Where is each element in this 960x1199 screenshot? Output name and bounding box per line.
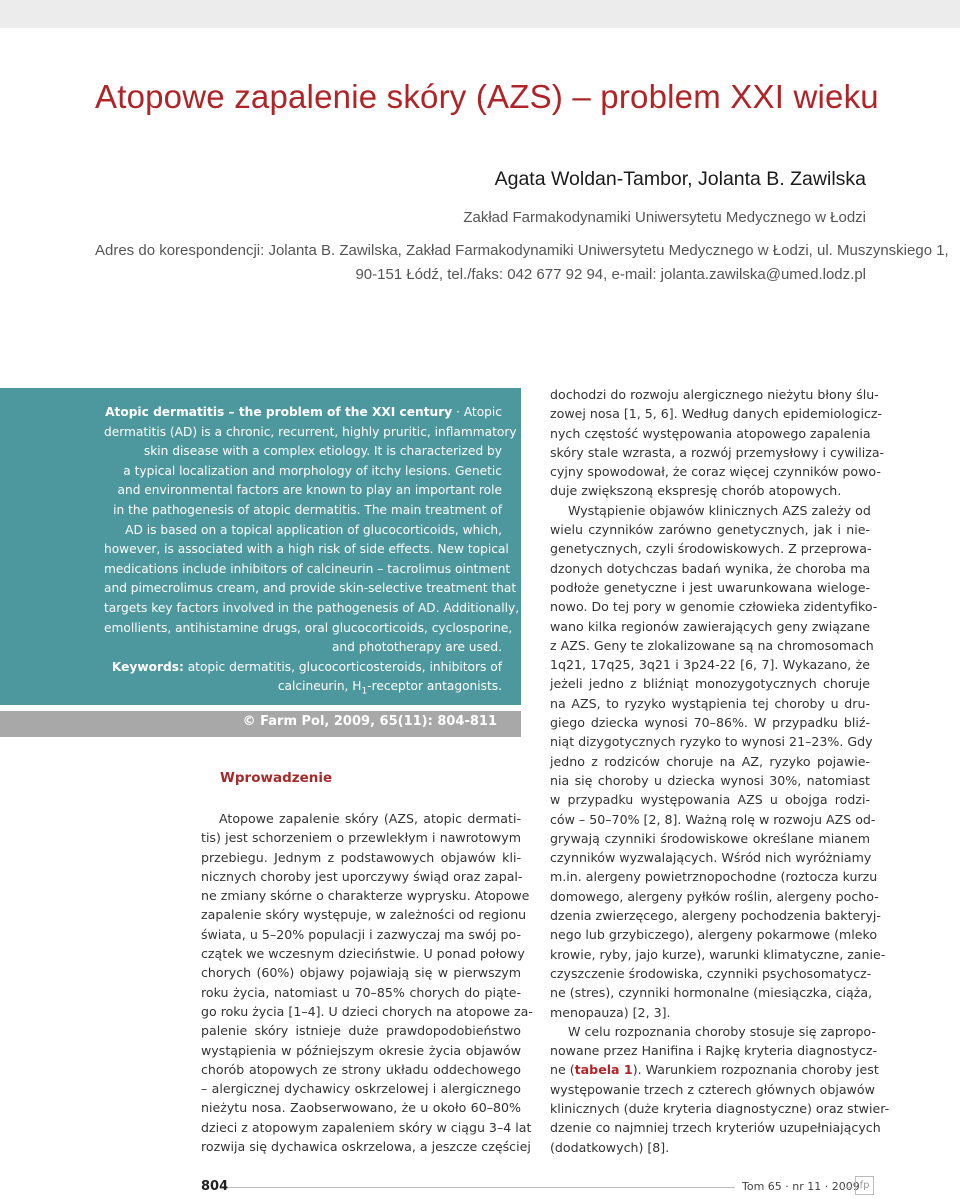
journal-info: Tom 65 · nr 11 · 2009 [742, 1180, 860, 1193]
body-line: zapalenie skóry występuje, w zależności od regionu [201, 907, 527, 923]
affiliation: Zakład Farmakodynamiki Uniwersytetu Medycznego w Łodzi [463, 209, 866, 226]
footer-rule [843, 1187, 853, 1188]
body-line: nowane przez Hanifina i Rajkę kryteria diagnostycz- [550, 1043, 878, 1059]
body-line: dzenia zwierzęcego, alergeny pochodzenia bakteryj- [550, 908, 881, 924]
keywords-text: calcineurin, H [277, 679, 362, 694]
abstract-line: however, is associated with a high risk of side effects. New topical [104, 542, 509, 557]
body-line: wystąpienia w późniejszym okresie życia objawów [201, 1042, 521, 1058]
correspondence [95, 239, 949, 287]
abstract-line: and environmental factors are known to play an important role [117, 483, 502, 498]
left-column [201, 809, 533, 1156]
body-line: W celu rozpoznania choroby stosuje się zapropo- [568, 1023, 876, 1039]
abstract-line: in the pathogenesis of atopic dermatitis. The main treatment of [113, 502, 502, 517]
body-line: jedno z rodziców choruje na AZ, ryzyko pojawie- [550, 753, 870, 769]
body-line: czynników wyzwalających. Wśród nich wyróżniamy [550, 850, 872, 866]
body-line: jeżeli jedno z bliźniąt monozygotycznych choruje [550, 676, 870, 692]
abstract-line: AD is based on a topical application of glucocorticoids, which, [125, 522, 502, 537]
body-line: w przypadku występowania AZS u obojga rodzi- [550, 792, 870, 808]
body-line: ne zmiany skórne o charakterze wyprysku. Atopowe [201, 888, 530, 904]
body-line: podłoże genetyczne i jest uwarunkowana wieloge- [550, 579, 870, 595]
footer-rule [228, 1187, 735, 1188]
keywords-subscript: 1 [361, 686, 368, 697]
body-line: niąt dizygotycznych ryzyko to wynosi 21–23%. Gdy [550, 734, 873, 750]
body-line: Atopowe zapalenie skóry (AZS, atopic dermati- [219, 811, 521, 826]
body-line: m.in. alergeny powietrznopochodne (roztocza kurzu [550, 869, 878, 885]
journal-logo-icon: fp [855, 1176, 874, 1195]
body-line: na AZS, to ryzyko wystąpienia tej choroby u dru- [550, 695, 870, 711]
table-reference-link[interactable]: tabela 1 [574, 1062, 633, 1078]
body-line: czątek we wczesnym dzieciństwie. U ponad połowy [201, 946, 525, 962]
body-line: z AZS. Geny te zlokalizowane są na chromosomach [550, 637, 874, 653]
abstract-line: and phototherapy are used. [331, 640, 502, 655]
body-line: menopauza) [2, 3]. [550, 1004, 671, 1020]
body-line: nowo. Do tej pory w genomie człowieka zidentyfiko- [550, 599, 878, 615]
abstract-line: a typical localization and morphology of itchy lesions. Genetic [123, 463, 502, 478]
body-line: duje zwiększoną ekspresję chorób atopowych. [550, 483, 842, 499]
body-line: dzonych dotychczas badań wynika, że choroba ma [550, 560, 871, 576]
authors: Agata Woldan-Tambor, Jolanta B. Zawilska [494, 168, 866, 190]
body-line: palenie skóry istnieje duże prawdopodobieństwo [201, 1023, 521, 1039]
right-column [550, 385, 890, 1157]
top-bar [0, 0, 960, 28]
abstract-line: skin disease with a complex etiology. It is characterized by [143, 444, 502, 459]
body-line: grywają czynniki środowiskowe określane mianem [550, 830, 870, 846]
keywords-text: atopic dermatitis, glucocorticosteroids, inhibitors of [183, 659, 502, 674]
page-number: 804 [201, 1179, 229, 1194]
body-line: przebiegu. Jednym z podstawowych objawów kli- [201, 849, 521, 865]
body-line: wielu czynników zarówno genetycznych, jak i nie- [550, 522, 870, 538]
body-line: domowego, alergeny pyłków roślin, alergeny pocho- [550, 888, 879, 904]
body-line: rozwija się dychawica oskrzelowa, a jeszcze częściej [201, 1139, 531, 1155]
body-line: tis) jest schorzeniem o przewlekłym i nawrotowym [201, 830, 521, 846]
body-line: występowanie trzech z czterech głównych objawów [550, 1081, 875, 1097]
article-title: Atopowe zapalenie skóry (AZS) – problem XXI wieku [95, 78, 879, 115]
body-line: klinicznych (duże kryteria diagnostyczne) oraz stwier- [550, 1100, 890, 1116]
body-line: czyszczenie środowiska, czynniki psychosomatycz- [550, 965, 872, 981]
keywords-label: Keywords: [111, 659, 184, 674]
keywords-line-1 [104, 658, 502, 678]
abstract-title-line [104, 403, 502, 423]
body-line: 1q21, 17q25, 3q21 i 3p24-22 [6, 7]. Wykazano, że [550, 657, 870, 673]
body-line: wano kilka regionów zawierających geny związane [550, 618, 870, 634]
body-line: nicznych choroby jest uporczywy świąd oraz zapal- [201, 868, 523, 884]
abstract-text [104, 403, 520, 702]
abstract-line: medications include inhibitors of calcineurin – tacrolimus ointment [104, 561, 511, 576]
keywords-line-2 [104, 677, 502, 702]
body-line: zowej nosa [1, 5, 6]. Według danych epidemiologicz- [550, 406, 883, 422]
citation: © Farm Pol, 2009, 65(11): 804-811 [242, 714, 497, 729]
body-line-with-ref [550, 1060, 879, 1079]
body-line: – alergicznej dychawicy oskrzelowej i alergicznego [201, 1081, 521, 1097]
abstract-title: Atopic dermatitis – the problem of the XXI century [105, 405, 453, 419]
body-text: ). Warunkiem rozpoznania choroby jest [632, 1062, 879, 1078]
abstract-line: Atopic [463, 405, 502, 419]
body-line: nego lub grzybiczego), alergeny pokarmowe (mleko [550, 927, 878, 943]
correspondence-line-1: Adres do korespondencji: Jolanta B. Zawilska, Zakład Farmakodynamiki Uniwersytetu Medycznego w Łodzi, ul. Muszynskiego 1, [95, 242, 949, 259]
body-line: skóry stale wzrasta, a rozwój przemysłowy i cywiliza- [550, 444, 885, 460]
body-line: nych częstość występowania atopowego zapalenia [550, 425, 871, 441]
body-line: (dodatkowych) [8]. [550, 1139, 670, 1155]
body-line: cyjny spowodował, że coraz więcej czynników powo- [550, 464, 881, 480]
body-line: giego dziecka wynosi 70–86%. W przypadku bliź- [550, 715, 870, 731]
body-line: krowie, ryby, jajo kurze), warunki klimatyczne, zanie- [550, 946, 886, 962]
body-line: nieżytu nosa. Zaobserwowano, że u około 60–80% [201, 1100, 521, 1116]
body-line: dzieci z atopowym zapaleniem skóry w ciągu 3–4 lat [201, 1119, 532, 1135]
abstract-separator: · [452, 405, 464, 419]
correspondence-line-2: 90-151 Łódź, tel./faks: 042 677 92 94, e-mail: jolanta.zawilska@umed.lodz.pl [355, 266, 866, 283]
body-line: dochodzi do rozwoju alergicznego nieżytu błony ślu- [550, 387, 879, 402]
body-line: ców – 50–70% [2, 8]. Ważną rolę w rozwoju AZS od- [550, 811, 876, 827]
body-line: go roku życia [1–4]. U dzieci chorych na atopowe za- [201, 1003, 533, 1019]
body-line: nia się choroby u dziecka wynosi 30%, natomiast [550, 772, 870, 788]
body-line: chorób atopowych ze strony układu oddechowego [201, 1061, 521, 1077]
abstract-line: and pimecrolimus cream, and provide skin-selective treatment that [104, 581, 517, 596]
body-line: genetycznych, czyli środowiskowych. Z przeprowa- [550, 541, 872, 557]
body-line: ne (stres), czynniki hormonalne (miesiączka, ciąża, [550, 985, 873, 1001]
body-line: Wystąpienie objawów klinicznych AZS zależy od [568, 502, 871, 518]
body-line: świata, u 5–20% populacji i zazwyczaj ma swój po- [201, 926, 521, 942]
body-text: ne ( [550, 1062, 575, 1078]
body-line: roku życia, natomiast u 70–85% chorych do piąte- [201, 984, 521, 1000]
citation-bar [0, 711, 521, 737]
abstract-line: dermatitis (AD) is a chronic, recurrent, highly pruritic, inflammatory [104, 424, 517, 439]
keywords-text: -receptor antagonists. [367, 679, 502, 694]
section-heading: Wprowadzenie [220, 770, 333, 786]
body-line: dzenie co najmniej trzech kryteriów uzupełniających [550, 1120, 881, 1136]
abstract-line: targets key factors involved in the pathogenesis of AD. Additionally, [104, 600, 520, 615]
body-line: chorych (60%) objawy pojawiają się w pierwszym [201, 965, 521, 981]
abstract-line: emollients, antihistamine drugs, oral glucocorticoids, cyclosporine, [104, 620, 513, 635]
